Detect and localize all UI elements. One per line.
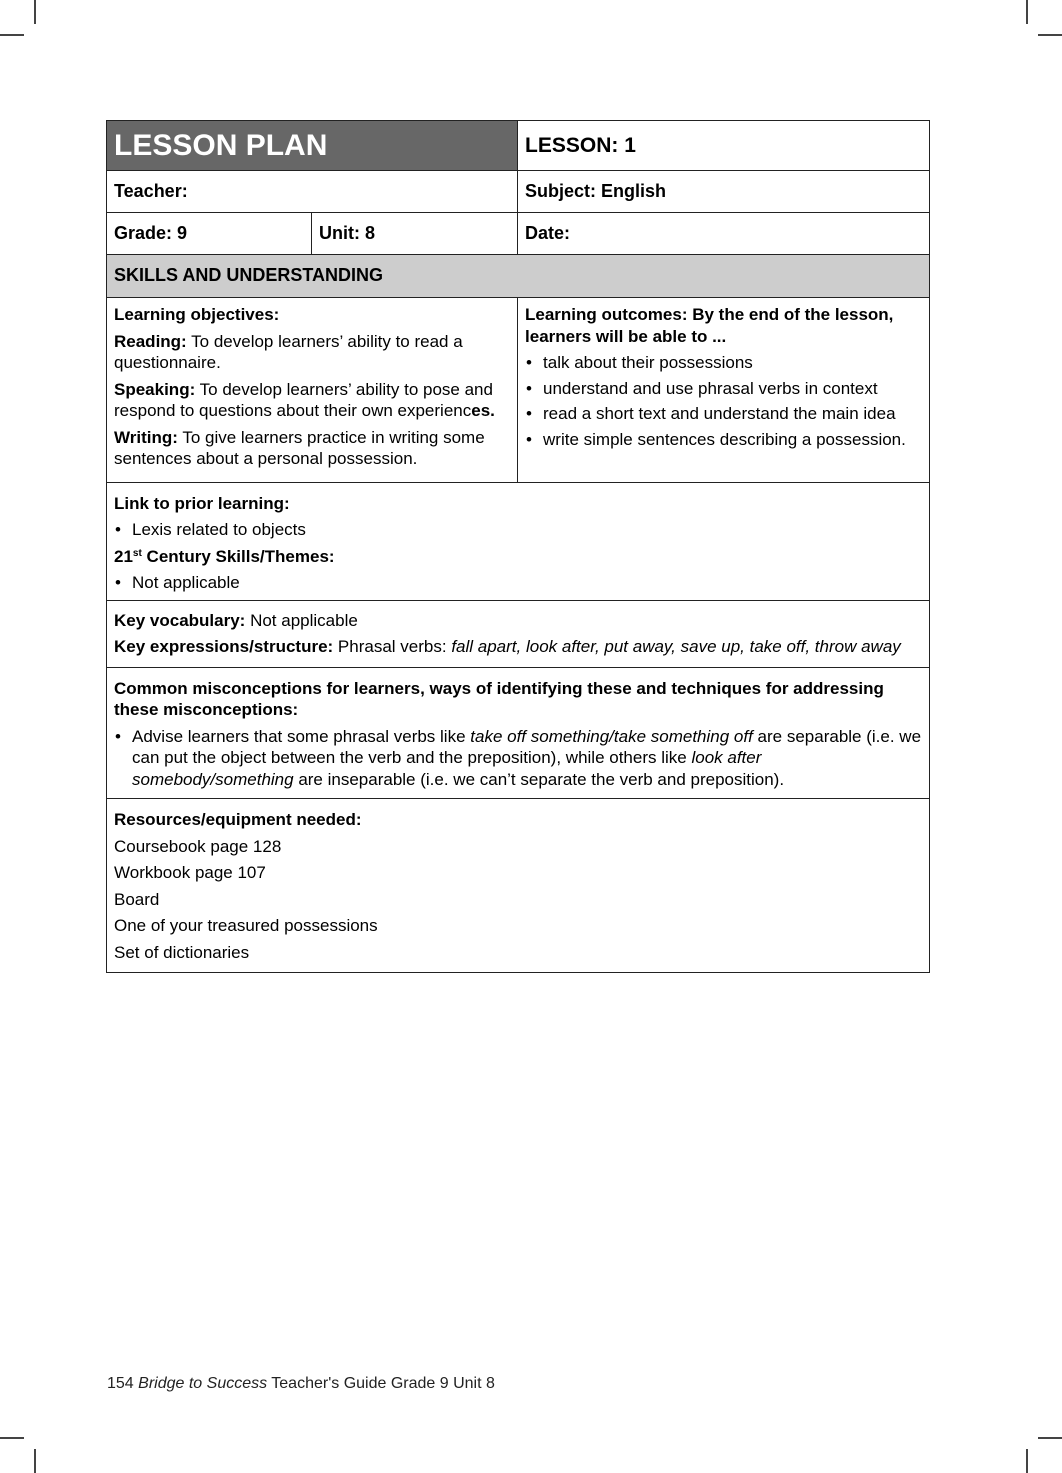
- misconception-text: are inseparable (i.e. we can’t separate the verb and preposition).: [293, 769, 785, 789]
- date-field: Date:: [518, 213, 930, 255]
- page-number: 154: [107, 1375, 134, 1392]
- objective-reading: [114, 331, 510, 374]
- outcomes-heading: Learning outcomes: By the end of the lesson, learners will be able to ...: [525, 305, 894, 346]
- objective-text: To develop learners’ ability to pose and respond to questions about their own experienc: [114, 379, 493, 420]
- key-vocabulary: [114, 610, 922, 632]
- outcome-item: • talk about their possessions: [525, 352, 922, 374]
- misconceptions-cell: [107, 667, 930, 799]
- outcomes-list: [525, 352, 922, 450]
- misconceptions-heading: Common misconceptions for learners, ways of identifying these and techniques for addressing these misconceptions:: [114, 678, 884, 719]
- crop-mark: [1038, 1437, 1062, 1439]
- learning-outcomes-cell: [518, 298, 930, 483]
- misconceptions-row: [107, 667, 930, 799]
- key-vocabulary-label: Key vocabulary:: [114, 610, 246, 630]
- section-band-row: [107, 255, 930, 298]
- grade-field: Grade: 9: [107, 213, 312, 255]
- vocabulary-cell: [107, 600, 930, 667]
- century-skills-item: • Not applicable: [114, 572, 922, 594]
- objectives-heading: Learning objectives:: [114, 305, 280, 324]
- crop-mark: [1038, 34, 1062, 36]
- teacher-field: Teacher:: [107, 171, 518, 213]
- resources-row: [107, 799, 930, 973]
- misconception-item: [114, 726, 922, 791]
- century-skills-list: [114, 572, 922, 594]
- crop-mark: [1026, 1449, 1028, 1473]
- misconception-example: look after somebody/something: [132, 748, 762, 789]
- key-expressions-prefix: Phrasal verbs:: [333, 637, 452, 656]
- resource-item: Board: [114, 889, 160, 909]
- key-expressions-list: fall apart, look after, put away, save up, take off, throw away: [451, 637, 901, 656]
- resource-item: Workbook page 107: [114, 863, 266, 882]
- resources-heading: Resources/equipment needed:: [114, 810, 362, 829]
- objectives-outcomes-row: [107, 298, 930, 483]
- prior-learning-heading: Link to prior learning:: [114, 493, 290, 513]
- misconceptions-list: [114, 726, 922, 791]
- lesson-plan-title: LESSON PLAN: [107, 121, 518, 171]
- crop-mark: [34, 1449, 36, 1473]
- misconception-example: take off something/take something off: [470, 726, 753, 746]
- crop-mark: [1026, 0, 1028, 24]
- outcome-item: • read a short text and understand the main idea: [525, 403, 922, 425]
- footer-text: Teacher's Guide Grade 9 Unit 8: [267, 1375, 495, 1392]
- century-label: Century Skills/Themes:: [141, 546, 335, 566]
- prior-learning-cell: [107, 482, 930, 600]
- century-skills-heading: [114, 546, 922, 568]
- misconception-text: are separable (i.e. we can put the object between the verb and the preposition), while others like: [132, 726, 922, 767]
- prior-learning-item: • Lexis related to objects: [114, 519, 922, 541]
- key-vocabulary-value: Not applicable: [245, 610, 358, 630]
- objective-text-bold-tail: es.: [471, 401, 495, 420]
- page-footer: [107, 1375, 495, 1393]
- title-row: [107, 121, 930, 171]
- unit-field: Unit: 8: [312, 213, 518, 255]
- objective-label: Speaking:: [114, 379, 196, 399]
- resource-item: Set of dictionaries: [114, 942, 250, 962]
- prior-learning-list: [114, 519, 922, 541]
- objective-label: Reading:: [114, 331, 187, 351]
- resource-item: Coursebook page 128: [114, 836, 282, 856]
- crop-mark: [0, 1437, 24, 1439]
- objective-text: To give learners practice in writing some sentences about a personal possession.: [114, 427, 485, 468]
- section-title: SKILLS AND UNDERSTANDING: [107, 255, 930, 298]
- objective-speaking: [114, 379, 510, 422]
- book-title: Bridge to Success: [138, 1375, 268, 1392]
- resources-cell: [107, 799, 930, 973]
- learning-objectives-cell: [107, 298, 518, 483]
- key-expressions-label: Key expressions/structure:: [114, 637, 334, 656]
- prior-learning-row: [107, 482, 930, 600]
- subject-field: Subject: English: [518, 171, 930, 213]
- outcome-item: • understand and use phrasal verbs in context: [525, 378, 922, 400]
- teacher-row: [107, 171, 930, 213]
- outcome-item: • write simple sentences describing a possession.: [525, 429, 922, 451]
- crop-mark: [0, 34, 24, 36]
- objective-writing: [114, 427, 510, 470]
- grade-row: [107, 213, 930, 255]
- objective-label: Writing:: [114, 427, 178, 447]
- objective-text: To develop learners’ ability to read a questionnaire.: [114, 331, 463, 372]
- resource-item: One of your treasured possessions: [114, 916, 378, 935]
- century-number: 21: [114, 546, 133, 566]
- century-ordinal: st: [132, 547, 142, 559]
- lesson-number: LESSON: 1: [518, 121, 930, 171]
- key-expressions: [114, 636, 922, 658]
- vocabulary-row: [107, 600, 930, 667]
- crop-mark: [34, 0, 36, 24]
- misconception-text: Advise learners that some phrasal verbs like: [132, 726, 471, 746]
- lesson-plan-table: [106, 120, 930, 973]
